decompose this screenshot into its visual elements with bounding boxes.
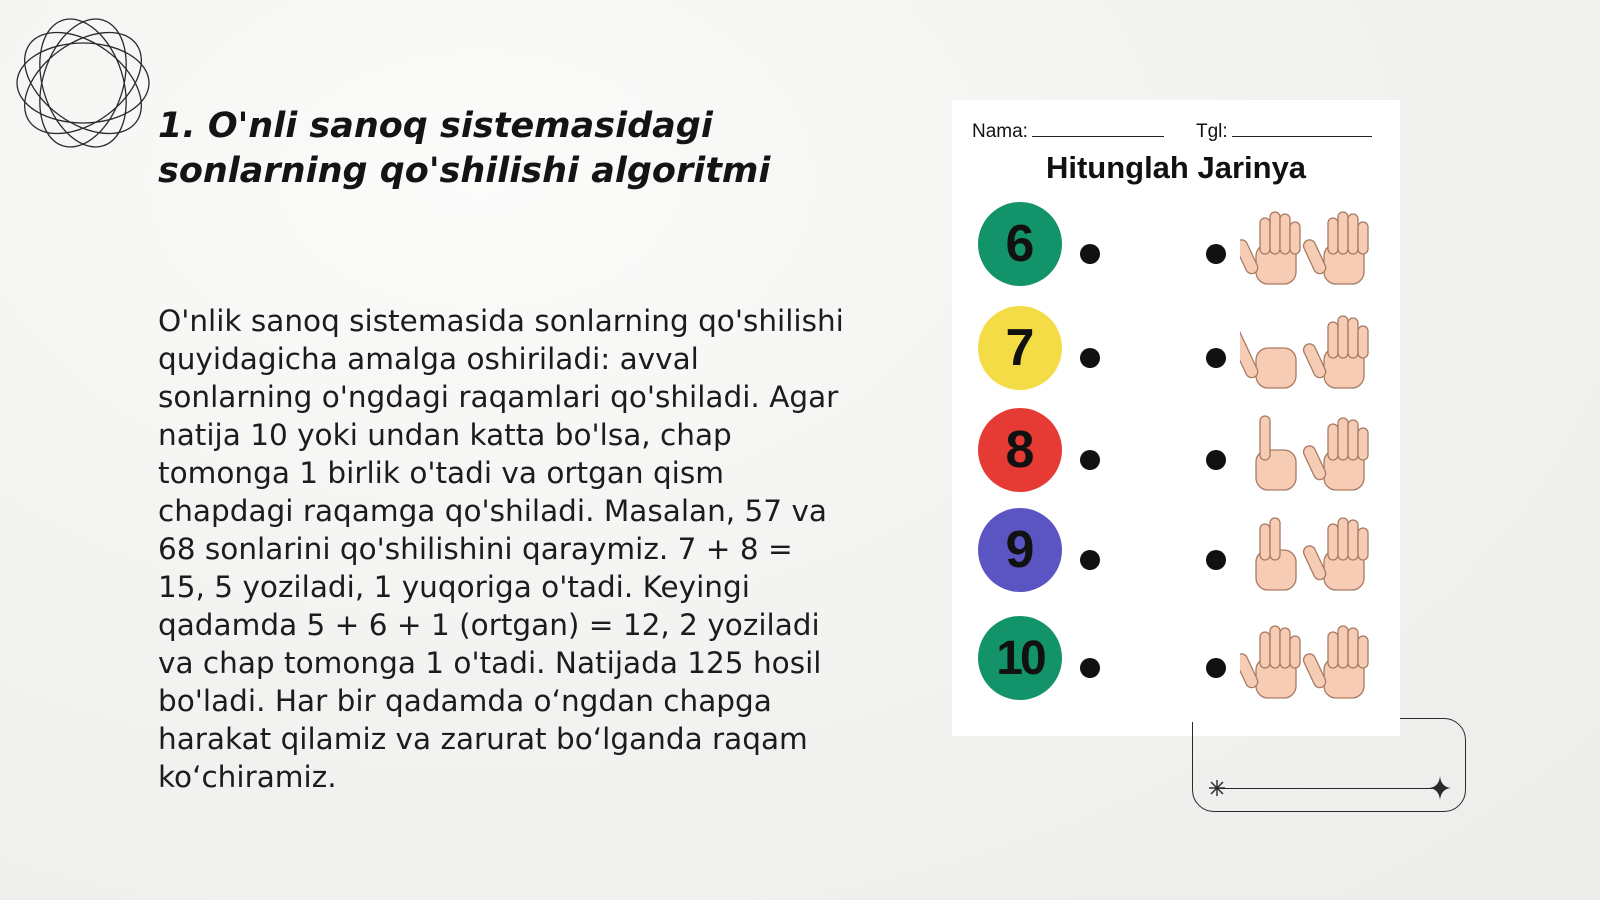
worksheet-image xyxy=(952,100,1400,736)
hand-finger-and-open-hand-icon xyxy=(1240,408,1380,498)
hand-open-hand-and-open-hand-icon xyxy=(1240,202,1380,292)
worksheet-row xyxy=(952,408,1400,498)
sparkle-icon xyxy=(1429,776,1451,800)
orbit-rings-icon xyxy=(8,8,158,158)
match-dot-right[interactable] xyxy=(1206,658,1226,678)
match-dot-right[interactable] xyxy=(1206,450,1226,470)
frame-divider-line xyxy=(1216,788,1440,789)
worksheet-row xyxy=(952,202,1400,292)
name-label: Nama: xyxy=(972,121,1028,142)
match-dot-left[interactable] xyxy=(1080,244,1100,264)
hand-peace-sign-and-open-hand-icon xyxy=(1240,508,1380,598)
match-dot-right[interactable] xyxy=(1206,348,1226,368)
worksheet-row xyxy=(952,616,1400,706)
date-field xyxy=(1196,120,1372,143)
starburst-icon xyxy=(1207,778,1227,798)
match-dot-right[interactable] xyxy=(1206,550,1226,570)
decorative-frame xyxy=(1192,718,1466,812)
date-label: Tgl: xyxy=(1196,121,1228,142)
worksheet-fields xyxy=(972,120,1382,144)
worksheet-row xyxy=(952,306,1400,396)
match-dot-left[interactable] xyxy=(1080,450,1100,470)
name-field xyxy=(972,120,1164,143)
worksheet-row xyxy=(952,508,1400,598)
number-circle: 9 xyxy=(978,508,1062,592)
slide-body-text: O'nlik sanoq sistemasida sonlarning qo'shilishi quyidagicha amalga oshiriladi: avval sonlarning o'ngdagi raqamlari qo'shiladi. Agar natija 10 yoki undan katta bo'lsa, chap tomonga 1 birlik o'tadi va ortgan qism chapdagi raqamga qo'shiladi. Masalan, 57 va 68 sonlarini qo'shilishini qaraymiz. 7 + 8 = 15, 5 yoziladi, 1 yuqoriga o'tadi. Keyingi qadamda 5 + 6 + 1 (ortgan) = 12, 2 yoziladi va chap tomonga 1 o'tadi. Natijada 125 hosil bo'ladi. Har bir qadamda o‘ngdan chapga harakat qilamiz va zarurat bo‘lganda raqam ko‘chiramiz. xyxy=(158,304,844,794)
number-circle: 10 xyxy=(978,616,1062,700)
match-dot-right[interactable] xyxy=(1206,244,1226,264)
match-dot-left[interactable] xyxy=(1080,658,1100,678)
worksheet-title: Hitunglah Jarinya xyxy=(1045,150,1307,185)
number-circle: 8 xyxy=(978,408,1062,492)
hand-open-hand-and-open-hand-icon xyxy=(1240,616,1380,706)
match-dot-left[interactable] xyxy=(1080,550,1100,570)
hand-thumbs-up-and-open-hand-icon xyxy=(1240,306,1380,396)
number-circle: 6 xyxy=(978,202,1062,286)
number-circle: 7 xyxy=(978,306,1062,390)
slide-title: 1. O'nli sanoq sistemasidagi sonlarning qo'shilishi algoritmi xyxy=(158,106,771,191)
match-dot-left[interactable] xyxy=(1080,348,1100,368)
